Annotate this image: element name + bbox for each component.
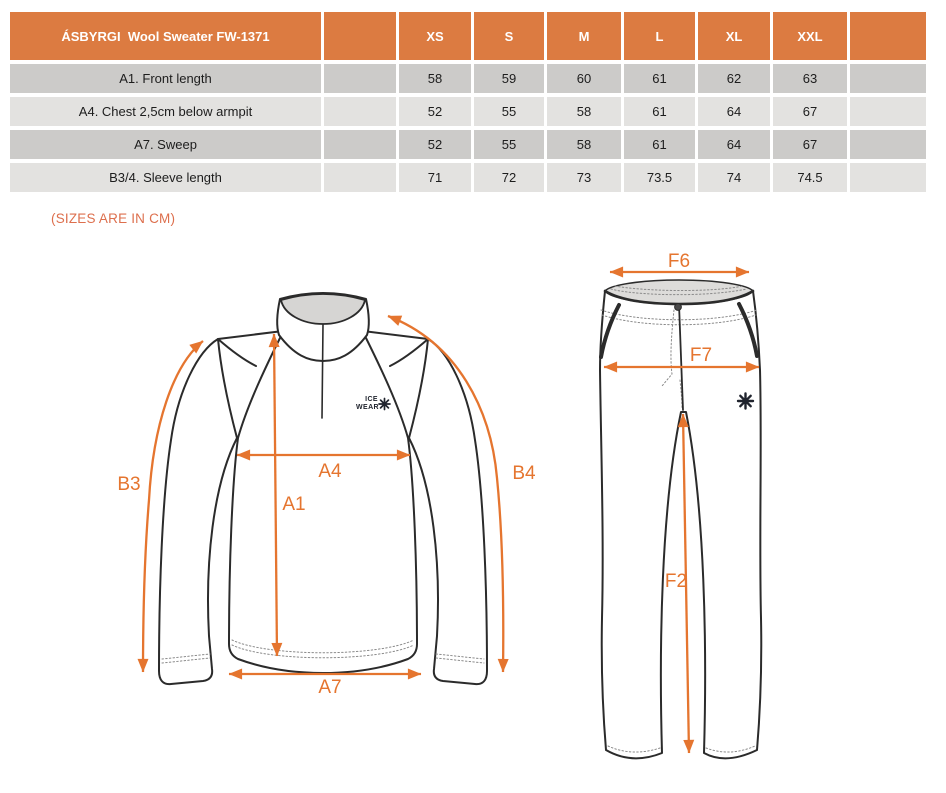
size-value-cell: 60 xyxy=(547,64,621,93)
size-value-cell: 61 xyxy=(624,97,695,126)
size-header-l: L xyxy=(624,12,695,60)
size-value-cell: 55 xyxy=(474,97,544,126)
size-value-cell: 64 xyxy=(698,130,770,159)
measure-label-a1: A1 xyxy=(282,494,306,515)
size-value-cell: 73 xyxy=(547,163,621,192)
product-title: ÁSBYRGI Wool Sweater FW-1371 xyxy=(10,12,321,60)
size-value-cell: 61 xyxy=(624,130,695,159)
size-value-cell: 67 xyxy=(773,97,847,126)
size-value-cell: 67 xyxy=(773,130,847,159)
size-header-m: M xyxy=(547,12,621,60)
size-value-cell: 52 xyxy=(399,97,471,126)
sweater-right-sleeve xyxy=(409,339,487,684)
size-header-xl: XL xyxy=(698,12,770,60)
measure-label-a4: A4 xyxy=(318,461,342,482)
size-value-cell: 63 xyxy=(773,64,847,93)
pants-drawing xyxy=(600,280,761,758)
row-label: A1. Front length xyxy=(10,64,321,93)
size-value-cell: 59 xyxy=(474,64,544,93)
sweater-zipper xyxy=(322,324,323,418)
measure-label-f2: F2 xyxy=(664,571,688,592)
row-label: B3/4. Sleeve length xyxy=(10,163,321,192)
size-value-cell: 74 xyxy=(698,163,770,192)
size-value-cell: 58 xyxy=(547,130,621,159)
size-value-cell: 52 xyxy=(399,130,471,159)
size-value-cell: 71 xyxy=(399,163,471,192)
icewear-logo-text-top: ICE xyxy=(365,396,378,403)
size-value-cell: 58 xyxy=(547,97,621,126)
size-value-cell: 55 xyxy=(474,130,544,159)
size-value-cell: 62 xyxy=(698,64,770,93)
size-value-cell: 64 xyxy=(698,97,770,126)
sizes-note: (SIZES ARE IN CM) xyxy=(51,211,176,226)
row-label: A4. Chest 2,5cm below armpit xyxy=(10,97,321,126)
measure-label-f6: F6 xyxy=(667,251,691,272)
pants-snowflake-icon xyxy=(738,394,753,409)
size-header-xs: XS xyxy=(399,12,471,60)
size-header-xxl: XXL xyxy=(773,12,847,60)
size-value-cell: 58 xyxy=(399,64,471,93)
size-header-s: S xyxy=(474,12,544,60)
size-value-cell: 73.5 xyxy=(624,163,695,192)
icewear-logo-text-bottom: WEAR xyxy=(356,404,379,411)
size-chart-page xyxy=(0,8,946,698)
measure-label-b3: B3 xyxy=(117,474,141,495)
snowflake-icon xyxy=(379,399,390,410)
size-value-cell: 61 xyxy=(624,64,695,93)
sweater-drawing xyxy=(159,293,487,684)
measure-label-b4: B4 xyxy=(512,463,536,484)
row-label: A7. Sweep xyxy=(10,130,321,159)
measure-label-a7: A7 xyxy=(318,677,342,698)
garment-measurement-diagram xyxy=(0,8,946,793)
measure-label-f7: F7 xyxy=(689,345,713,366)
size-value-cell: 72 xyxy=(474,163,544,192)
size-value-cell: 74.5 xyxy=(773,163,847,192)
pants-button xyxy=(675,304,682,311)
